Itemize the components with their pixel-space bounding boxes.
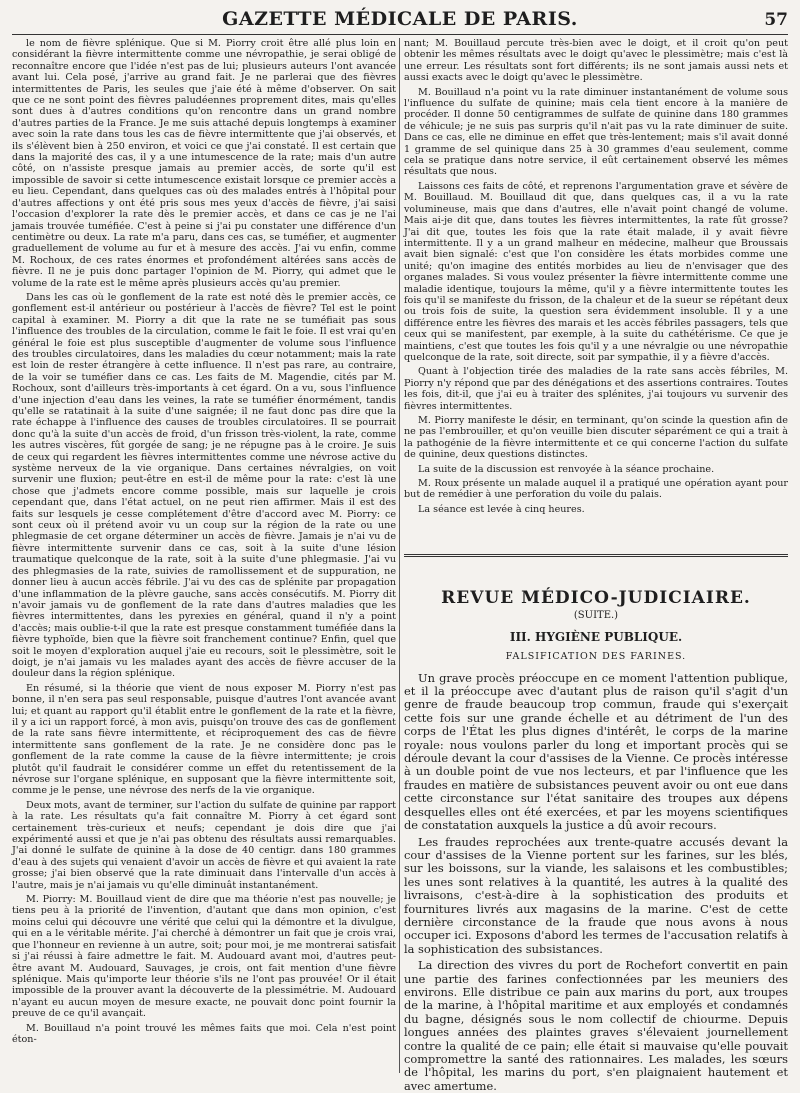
- column-divider: [399, 38, 400, 1073]
- left-column: [12, 38, 396, 1073]
- left-paragraph: En résumé, si la théorie que vient de nous exposer M. Piorry n'est pas bonne, il n'en sera pas seul responsable, puisque d'autres l'ont avancée avant lui; et quant au rapport qu'il établit entre le gonflement de la rate et la fièvre, il y a ici un rapport forcé, à mon avis, puisqu'on trouve des cas de gonflement de la rate sans fièvre intermittente, et réciproquement des cas de fièvre intermittente sans gonflement de la rate. Je ne considère donc pas le gonflement de la rate comme la cause de la fièvre intermittente; je crois plutôt qu'il faudrait le considérer comme un effet du retentissement de la névrose sur l'organe splénique, en supposant que la fièvre intermittente soit, comme je le pense, une névrose des nerfs de la vie organique.: [12, 682, 396, 797]
- article-paragraph: Un grave procès préoccupe en ce moment l'attention publique, et il la préoccupe avec d'autant plus de raison qu'il s'agit d'un genre de fraude beaucoup trop commun, fraude qui s'exerçait cette fois sur une grande échelle et au détriment de l'un des corps de l'État les plus dignes d'intérêt, le corps de la marine royale: nous voulons parler du long et important procès qui se déroule devant la cour d'assises de la Vienne. Ce procès intéresse à un double point de vue nos lecteurs, et par l'influence que les fraudes en matière de subsistances peuvent avoir ou ont eue dans cette circonstance sur l'état sanitaire des troupes aux dépens desquelles elles ont été exercées, et par les moyens scientifiques de constatation auxquels la justice a dû avoir recours.: [404, 670, 788, 833]
- page-number: 57: [764, 10, 788, 30]
- right-paragraph: Quant à l'objection tirée des maladies de la rate sans accès fébriles, M. Piorry n'y répond que par des dénégations et des assertions contraires. Toutes les fois, dit-il, que j'ai eu à traiter des splénites, j'ai toujours vu survenir des fièvres intermittentes.: [404, 366, 788, 412]
- left-paragraph: le nom de fièvre splénique. Que si M. Piorry croit être allé plus loin en considérant la fièvre intermittente comme une névropathie, je serai obligé de reconnaître encore que l'idée n'est pas de lui; plusieurs auteurs l'ont avancée avant lui. Cela posé, j'arrive au grand fait. Je ne parlerai que des fièvres intermittentes de Paris, les seules que j'aie été à même d'observer. On sait que ce ne sont point des fièvres paludéennes proprement dites, mais qu'elles sont dues à d'autres conditions qu'on rencontre dans un grand nombre d'autres parties de la France. Je me suis attaché depuis longtemps à examiner avec soin la rate dans tous les cas de fièvre intermittente que j'ai observés, et ils s'élèvent bien à 250 environ, et voici ce que j'ai constaté. Il est certain que dans la majorité des cas, il y a une intumescence de la rate; mais d'un autre côté, on n'assiste presque jamais au premier accès, de sorte qu'il est impossible de savoir si cette intumescence existait lorsque ce premier accès a eu lieu. Cependant, dans quelques cas où des malades entrés à l'hôpital pour d'autres affections y ont été pris sous mes yeux d'accès de fièvre, j'ai saisi l'occasion d'explorer la rate dès le premier accès, et dans ce cas je ne l'ai jamais trouvée tuméfiée. C'est à peine si j'ai pu constater une différence d'un centimètre ou deux. La rate m'a paru, dans ces cas, se tuméfier, et augmenter graduellement de volume au fur et à mesure des accès. J'ai vu enfin, comme M. Rochoux, de ces rates énormes et profondément altérées sans accès de fièvre. Il ne je puis donc partager l'opinion de M. Piorry, qui admet que le volume de la rate est le même après plusieurs accès qu'au premier.: [12, 38, 396, 289]
- section-rule: [404, 554, 788, 557]
- right-paragraph: M. Roux présente un malade auquel il a pratiqué une opération ayant pour but de remédier à une perforation du voile du palais.: [404, 478, 788, 501]
- article-paragraph: La direction des vivres du port de Rochefort convertit en pain une partie des farines confectionnées par les meuniers des environs. Elle distribue ce pain aux marins du port, aux troupes de la marine, à l'hôpital maritime et aux employés et condamnés du bagne, désignés sous le nom collectif de chiourme. Depuis longues années des plaintes graves s'élevaient journellement contre la qualité de ce pain; elle était si mauvaise qu'elle pouvait compromettre la santé des rationnaires. Les malades, les sœurs de l'hôpital, les marins du port, s'en plaignaient hautement et avec amertume.: [404, 958, 788, 1093]
- left-paragraph: M. Bouillaud n'a point trouvé les mêmes faits que moi. Cela n'est point éton-: [12, 1022, 396, 1045]
- article-paragraph: Les fraudes reprochées aux trente-quatre accusés devant la cour d'assises de la Vienne portent sur les farines, sur les blés, sur les boissons, sur la viande, les salaisons et les combustibles; les unes sont relatives à la quantité, les autres à la qualité des livraisons, c'est-à-dire à la sophistication des produits et fournitures livrés aux magasins de la marine. C'est de cette dernière circonstance de la fraude que nous avons à nous occuper ici. Exposons d'abord les termes de l'accusation relatifs à la sophistication des subsistances.: [404, 834, 788, 956]
- rubric-suite: (SUITE.): [573, 610, 619, 622]
- subsection-heading: FALSIFICATION DES FARINES.: [505, 651, 687, 663]
- left-paragraph: Dans les cas où le gonflement de la rate est noté dès le premier accès, ce gonflement est-il antérieur ou postérieur à l'accès de fièvre? Tel est le point capital à examiner. M. Piorry a dit que la rate ne se tuméfiait pas sous l'influence des troubles de la circulation, comme le fait le foie. Il est vrai qu'en général le foie est plus susceptible d'augmenter de volume sous l'influence des troubles circulatoires, dans les maladies du cœur notamment; mais la rate est loin de rester étrangère à cette influence. Il n'est pas rare, au contraire, de la voir se tuméfier dans ce cas. Les faits de M. Magendie, cités par M. Rochoux, sont d'ailleurs très-importants à cet égard. On a vu, sous l'influence d'une injection d'eau dans les veines, la rate se tuméfier énormément, tandis qu'elle se ratatinait à la suite d'une saignée; il ne faut donc pas dire que la rate échappe à l'influence des causes de troubles circulatoires. Il se pourrait donc qu'à la suite d'un accès de froid, d'un frisson très-violent, la rate, comme les autres viscères, fût gorgée de sang; je ne répugne pas à le croire. Je suis de ceux qui regardent les fièvres intermittentes comme une névrose active du système nerveux de la vie organique. Dans certaines névralgies, on voit survenir une fluxion; peut-être en est-il de même pour la rate: c'est là une chose que j'admets encore comme possible, mais sur laquelle je crois cependant que, dans l'état actuel, on ne peut rien affirmer. Mais il est des faits sur lesquels je cesse complétement d'être d'accord avec M. Piorry: ce sont ceux où il prétend avoir vu un coup sur la région de la rate ou une phlegmasie de cet organe déterminer un accès de fièvre. Jamais je n'ai vu de fièvre intermittente survenir dans ce cas, soit à la suite d'une lésion traumatique quelconque de la rate, soit à la suite d'une phlegmasie. J'ai vu des phlegmasies de la rate, suivies de ramollissement et de suppuration, ne donner lieu à aucun accès fébrile. J'ai vu des cas de splénite par propagation d'une inflammation de la plèvre gauche, sans accès consécutifs. M. Piorry dit n'avoir jamais vu de gonflement de la rate dans d'autres maladies que les fièvres intermittentes, dans les pyrexies en général, quand il n'y a point d'accès; mais oublie-t-il que la rate est presque constamment tuméfiée dans la fièvre typhoïde, bien que la fièvre soit franchement continue? Enfin, quel que soit le moyen d'exploration auquel j'aie eu recours, soit le plessimètre, soit le doigt, je n'ai jamais vu les malades ayant des accès de fièvre accuser de la douleur dans la région splénique.: [12, 291, 396, 680]
- right-paragraph: M. Bouillaud n'a point vu la rate diminuer instantanément de volume sous l'influence du sulfate de quinine; mais cela tient encore à la manière de procéder. Il donne 50 centigrammes de sulfate de quinine dans 180 grammes de véhicule; je ne suis pas surpris qu'il n'ait pas vu la rate diminuer de suite. Dans ce cas, elle ne diminue en effet que très-lentement; mais s'il avait donné 1 gramme de sel quinique dans 25 à 30 grammes d'eau seulement, comme cela se pratique dans notre service, il eût certainement observé les mêmes résultats que nous.: [404, 86, 788, 178]
- right-paragraph: Laissons ces faits de côté, et reprenons l'argumentation grave et sévère de M. Bouillaud. M. Bouillaud dit que, dans quelques cas, il a vu la rate volumineuse, mais que dans d'autres, elle n'avait point changé de volume. Mais ai-je dit que, dans toutes les fièvres intermittentes, la rate fût grosse? J'ai dit que, toutes les fois que la rate était malade, il y avait fièvre intermittente. Il y a un grand malheur en médecine, malheur que Broussais avait bien signalé: c'est que l'on considère les états morbides comme une unité; qu'on imagine des entités morbides au lieu de n'envisager que des organes malades. Si vous voulez présenter la fièvre intermittente comme une maladie identique, toujours la même, qu'il y a fièvre intermittente toutes les fois qu'il se manifeste du frisson, de la chaleur et de la sueur se répétant deux ou trois fois de suite, la question sera évidemment insoluble. Il y a une différence entre les fièvres des marais et les accès fébriles passagers, tels que ceux qui se manifestent, par exemple, à la suite du cathétérisme. Ce que je maintiens, c'est que toutes les fois qu'il y a une névralgie ou une névropathie quelconque de la rate, soit directe, soit par sympathie, il y a fièvre d'accès.: [404, 180, 788, 363]
- right-column-top: [404, 38, 788, 554]
- right-paragraph: La séance est levée à cinq heures.: [418, 503, 585, 515]
- section-heading: III. HYGIÈNE PUBLIQUE.: [509, 629, 683, 644]
- right-paragraph: nant; M. Bouillaud percute très-bien avec le doigt, et il croit qu'on peut obtenir les mêmes résultats avec le doigt qu'avec le plessimètre; mais c'est là une erreur. Les résultats sont fort différents; ils ne sont jamais aussi nets et aussi exacts avec le doigt qu'avec le plessimètre.: [404, 38, 788, 84]
- right-paragraph: La suite de la discussion est renvoyée à la séance prochaine.: [418, 463, 715, 475]
- right-paragraph: M. Piorry manifeste le désir, en terminant, qu'on scinde la question afin de ne pas l'embrouiller, et qu'on veuille bien discuter séparément ce qui a trait à la pathogénie de la fièvre intermittente et ce qui concerne l'action du sulfate de quinine, deux questions distinctes.: [404, 415, 788, 461]
- journal-title: GAZETTE MÉDICALE DE PARIS.: [222, 8, 578, 30]
- page-header: [12, 4, 788, 35]
- left-paragraph: M. Piorry: M. Bouillaud vient de dire que ma théorie n'est pas nouvelle; je tiens peu à la priorité de l'invention, d'autant que dans mon opinion, c'est moins celui qui découvre une vérité que celui qui la démontre et la divulgue, qui en a le véritable mérite. J'ai cherché à démontrer un fait que je crois vrai, que l'honneur en revienne à un autre, soit; pour moi, je me montrerai satisfait si j'ai réussi à faire admettre le fait. M. Audouard avant moi, d'autres peut-être avant M. Audouard, Sauvages, je crois, ont fait mention d'une fièvre splénique. Mais qu'importe leur théorie s'ils ne l'ont pas prouvée! Or il était impossible de la prouver avant la découverte de la plessimétrie. M. Audouard n'ayant eu aucun moyen de mesure exacte, ne pouvait donc point fournir la preuve de ce qu'il avançait.: [12, 894, 396, 1020]
- right-column-bottom: [404, 586, 788, 1093]
- left-paragraph: Deux mots, avant de terminer, sur l'action du sulfate de quinine par rapport à la rate. Les résultats qu'a fait connaître M. Piorry à cet égard sont certainement très-curieux et neufs; cependant je dois dire que j'ai expérimenté aussi et que je n'ai pas obtenu des résultats aussi remarquables. J'ai donné le sulfate de quinine à la dose de 40 centigr. dans 180 grammes d'eau à des sujets qui venaient d'avoir un accès de fièvre et qui avaient la rate grosse; j'ai bien observé que la rate diminuait dans l'intervalle d'un accès à l'autre, mais je n'ai jamais vu qu'elle diminuât instantanément.: [12, 799, 396, 891]
- rubric-title: REVUE MÉDICO-JUDICIAIRE.: [441, 588, 751, 608]
